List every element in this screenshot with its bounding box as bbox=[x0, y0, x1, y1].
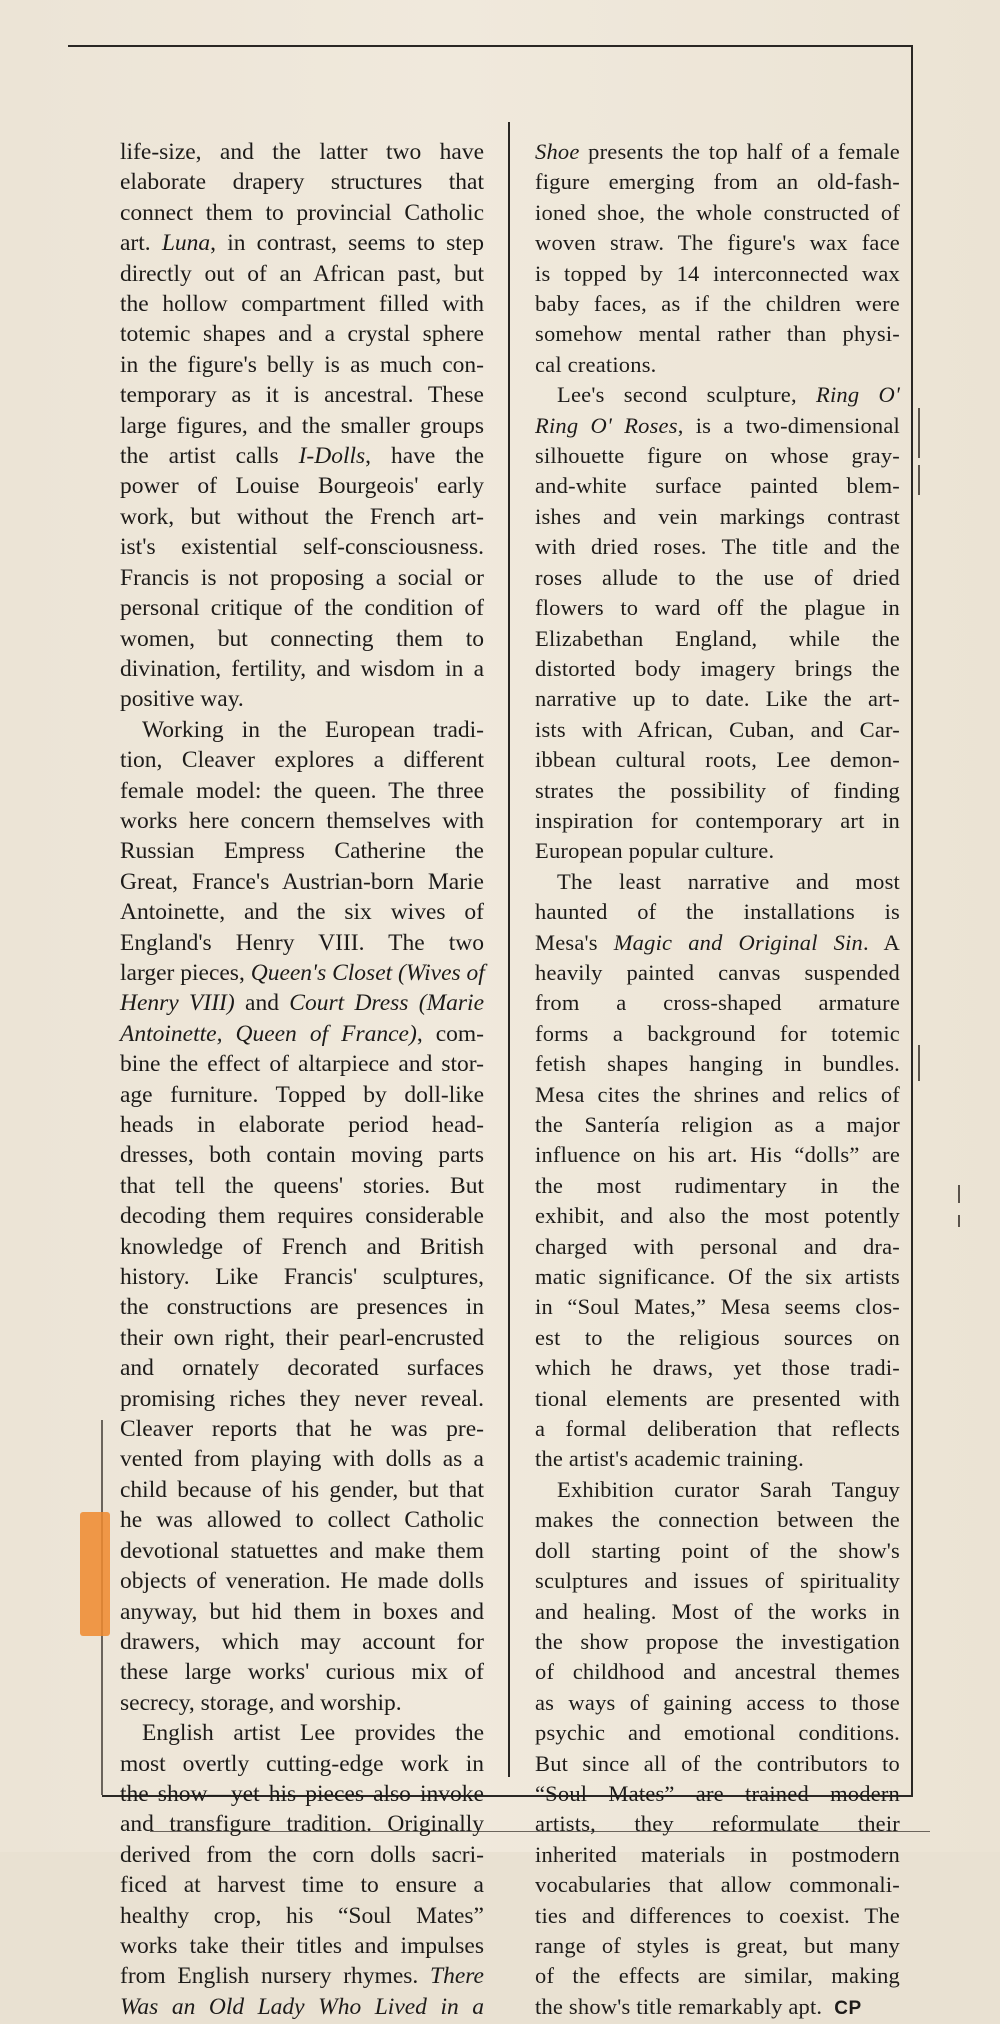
text-line: anyway, but hid them in boxes and bbox=[120, 1598, 484, 1625]
text-line: flowers to ward off the plague in bbox=[535, 595, 900, 621]
text-line: and ornately decorated surfaces bbox=[120, 1355, 484, 1382]
text-line: female model: the queen. The three bbox=[120, 777, 484, 804]
text-line: tional elements are presented with bbox=[535, 1385, 900, 1411]
text-line: the most rudimentary in the bbox=[535, 1172, 900, 1198]
margin-tick bbox=[958, 1185, 960, 1203]
text-line: and healing. Most of the works in bbox=[535, 1598, 900, 1624]
text-line: from a cross-shaped armature bbox=[535, 990, 900, 1016]
text-line: Elizabethan England, while the bbox=[535, 625, 900, 651]
text-line: distorted body imagery brings the bbox=[535, 655, 900, 681]
text-line: figure emerging from an old-fash- bbox=[535, 169, 900, 195]
margin-tick bbox=[958, 1215, 960, 1227]
text-line: influence on his art. His “dolls” are bbox=[535, 1142, 900, 1168]
text-line: ishes and vein markings contrast bbox=[535, 503, 900, 529]
left-column bbox=[120, 137, 484, 2022]
text-line: these large works' curious mix of bbox=[120, 1659, 484, 1686]
text-line: promising riches they never reveal. bbox=[120, 1385, 484, 1412]
text-line: personal critique of the condition of bbox=[120, 595, 484, 622]
text-line: baby faces, as if the children were bbox=[535, 291, 900, 317]
text-line: heads in elaborate period head- bbox=[120, 1112, 484, 1138]
text-line: derived from the corn dolls sacri- bbox=[120, 1841, 484, 1868]
text-line: woven straw. The figure's wax face bbox=[535, 230, 900, 256]
text-line: their own right, their pearl-encrusted bbox=[120, 1324, 484, 1351]
text-line: Working in the European tradi- bbox=[142, 716, 484, 743]
text-line: Henry VIII) and Court Dress (Marie bbox=[120, 990, 485, 1017]
text-line: But since all of the contributors to bbox=[535, 1750, 900, 1776]
text-line: Antoinette, and the six wives of bbox=[120, 899, 484, 926]
text-line: ficed at harvest time to ensure a bbox=[120, 1872, 484, 1899]
text-line: Lee's second sculpture, Ring O' bbox=[557, 382, 900, 408]
text-line: the show propose the investigation bbox=[535, 1628, 900, 1654]
text-line: artists, they reformulate their bbox=[535, 1811, 900, 1837]
margin-tick bbox=[918, 465, 920, 495]
text-line: doll starting point of the show's bbox=[535, 1537, 900, 1563]
text-line: is topped by 14 interconnected wax bbox=[535, 260, 900, 286]
text-line: Antoinette, Queen of France), com- bbox=[120, 1020, 484, 1047]
text-line: ists with African, Cuban, and Car- bbox=[535, 716, 900, 742]
text-line: works here concern themselves with bbox=[120, 807, 484, 834]
text-line: strates the possibility of finding bbox=[535, 777, 900, 803]
text-line: that tell the queens' stories. But bbox=[120, 1172, 484, 1199]
text-line: bine the effect of altarpiece and stor- bbox=[120, 1051, 484, 1078]
text-line: range of styles is great, but many bbox=[535, 1932, 900, 1958]
text-line: Cleaver reports that he was pre- bbox=[120, 1416, 484, 1443]
text-line: in “Soul Mates,” Mesa seems clos- bbox=[535, 1294, 900, 1320]
text-line: heavily painted canvas suspended bbox=[535, 959, 900, 985]
text-line: life-size, and the latter two have bbox=[120, 139, 484, 165]
text-line: “Soul Mates” are trained modern bbox=[535, 1780, 900, 1806]
text-line: European popular culture. bbox=[535, 838, 775, 864]
text-line: positive way. bbox=[120, 686, 244, 713]
text-line: England's Henry VIII. The two bbox=[120, 929, 484, 956]
text-line: Francis is not proposing a social or bbox=[120, 564, 484, 591]
text-line: healthy crop, his “Soul Mates” bbox=[120, 1902, 484, 1929]
text-line: in the figure's belly is as much con- bbox=[120, 351, 484, 378]
text-line: the artist's academic training. bbox=[535, 1446, 804, 1472]
text-line: Ring O' Roses, is a two-dimensional bbox=[535, 412, 900, 438]
text-line: narrative up to date. Like the art- bbox=[535, 686, 900, 712]
text-line: the constructions are presences in bbox=[120, 1294, 484, 1321]
text-line: Was an Old Lady Who Lived in a bbox=[120, 1993, 484, 2020]
text-line: vented from playing with dolls as a bbox=[120, 1446, 484, 1473]
text-line: the show—yet his pieces also invoke bbox=[120, 1780, 484, 1807]
text-line: Russian Empress Catherine the bbox=[120, 838, 484, 865]
text-line: most overtly cutting-edge work in bbox=[120, 1750, 484, 1777]
text-line: psychic and emotional conditions. bbox=[535, 1720, 900, 1746]
text-line: women, but connecting them to bbox=[120, 625, 484, 652]
text-line: inherited materials in postmodern bbox=[535, 1841, 900, 1867]
text-line: ties and differences to coexist. The bbox=[535, 1902, 900, 1928]
text-line: of the effects are similar, making bbox=[535, 1963, 900, 1989]
text-line: divination, fertility, and wisdom in a bbox=[120, 655, 484, 682]
text-line: sculptures and issues of spirituality bbox=[535, 1568, 900, 1594]
column-divider bbox=[508, 122, 510, 1777]
text-line: elaborate drapery structures that bbox=[120, 169, 484, 196]
text-line: works take their titles and impulses bbox=[120, 1932, 484, 1959]
text-line: with dried roses. The title and the bbox=[535, 534, 900, 560]
text-line: somehow mental rather than physi- bbox=[535, 321, 900, 347]
text-line: temporary as it is ancestral. These bbox=[120, 382, 484, 409]
text-line: objects of veneration. He made dolls bbox=[120, 1568, 484, 1595]
text-line: from English nursery rhymes. There bbox=[120, 1963, 484, 1990]
text-line: age furniture. Topped by doll-like bbox=[120, 1081, 484, 1108]
text-line: tion, Cleaver explores a different bbox=[120, 747, 484, 774]
author-signature: CP bbox=[834, 1997, 862, 2019]
text-line: knowledge of French and British bbox=[120, 1233, 484, 1260]
text-line: a formal deliberation that reflects bbox=[535, 1416, 900, 1442]
text-line: history. Like Francis' sculptures, bbox=[120, 1264, 484, 1291]
text-line: vocabularies that allow commonali- bbox=[535, 1872, 900, 1898]
text-line: ioned shoe, the whole constructed of bbox=[535, 199, 900, 225]
text-line: he was allowed to collect Catholic bbox=[120, 1507, 484, 1534]
text-line: devotional statuettes and make them bbox=[120, 1537, 484, 1564]
text-line: and-white surface painted blem- bbox=[535, 473, 900, 499]
text-line: makes the connection between the bbox=[535, 1507, 900, 1533]
text-line: directly out of an African past, but bbox=[120, 260, 484, 287]
text-line: English artist Lee provides the bbox=[142, 1720, 484, 1747]
orange-highlighter-mark bbox=[80, 1512, 110, 1636]
text-line: the show's title remarkably apt. CP bbox=[535, 1993, 862, 2019]
text-line: of childhood and ancestral themes bbox=[535, 1659, 900, 1685]
text-line: Mesa cites the shrines and relics of bbox=[535, 1081, 900, 1107]
text-line: Exhibition curator Sarah Tanguy bbox=[557, 1476, 900, 1502]
text-line: which he draws, yet those tradi- bbox=[535, 1355, 900, 1381]
text-line: the artist calls I-Dolls, have the bbox=[120, 443, 484, 470]
text-line: decoding them requires considerable bbox=[120, 1203, 484, 1230]
margin-tick bbox=[918, 408, 920, 458]
text-line: matic significance. Of the six artists bbox=[535, 1264, 900, 1290]
text-line: Shoe presents the top half of a female bbox=[535, 139, 900, 164]
text-line: inspiration for contemporary art in bbox=[535, 807, 900, 833]
margin-tick bbox=[918, 1045, 920, 1081]
text-line: dresses, both contain moving parts bbox=[120, 1142, 484, 1169]
text-line: power of Louise Bourgeois' early bbox=[120, 473, 484, 500]
text-line: ist's existential self-consciousness. bbox=[120, 534, 484, 561]
text-line: The least narrative and most bbox=[557, 868, 900, 894]
text-line: the hollow compartment filled with bbox=[120, 291, 484, 318]
text-line: the Santería religion as a major bbox=[535, 1112, 900, 1137]
text-line: exhibit, and also the most potently bbox=[535, 1203, 900, 1229]
text-line: ibbean cultural roots, Lee demon- bbox=[535, 747, 900, 773]
text-line: silhouette figure on whose gray- bbox=[535, 443, 900, 469]
text-line: large figures, and the smaller groups bbox=[120, 412, 484, 439]
text-line: larger pieces, Queen's Closet (Wives of bbox=[120, 959, 485, 986]
right-column bbox=[535, 137, 900, 2024]
text-line: fetish shapes hanging in bundles. bbox=[535, 1051, 900, 1077]
text-line: totemic shapes and a crystal sphere bbox=[120, 321, 484, 348]
text-line: Great, France's Austrian-born Marie bbox=[120, 868, 484, 895]
right-frame-rule bbox=[911, 45, 913, 1797]
text-line: roses allude to the use of dried bbox=[535, 564, 900, 590]
text-line: art. Luna, in contrast, seems to step bbox=[120, 230, 485, 257]
text-line: secrecy, storage, and worship. bbox=[120, 1689, 402, 1716]
text-line: cal creations. bbox=[535, 351, 657, 377]
text-line: est to the religious sources on bbox=[535, 1324, 900, 1350]
text-line: and transfigure tradition. Originally bbox=[120, 1811, 484, 1838]
text-line: drawers, which may account for bbox=[120, 1628, 484, 1655]
text-line: charged with personal and dra- bbox=[535, 1233, 900, 1259]
text-line: forms a background for totemic bbox=[535, 1020, 900, 1046]
text-line: child because of his gender, but that bbox=[120, 1476, 484, 1503]
text-line: connect them to provincial Catholic bbox=[120, 199, 484, 226]
text-line: Mesa's Magic and Original Sin. A bbox=[535, 929, 901, 955]
text-line: work, but without the French art- bbox=[120, 503, 484, 530]
text-line: as ways of gaining access to those bbox=[535, 1689, 900, 1715]
top-rule bbox=[68, 45, 913, 47]
text-line: haunted of the installations is bbox=[535, 899, 900, 925]
